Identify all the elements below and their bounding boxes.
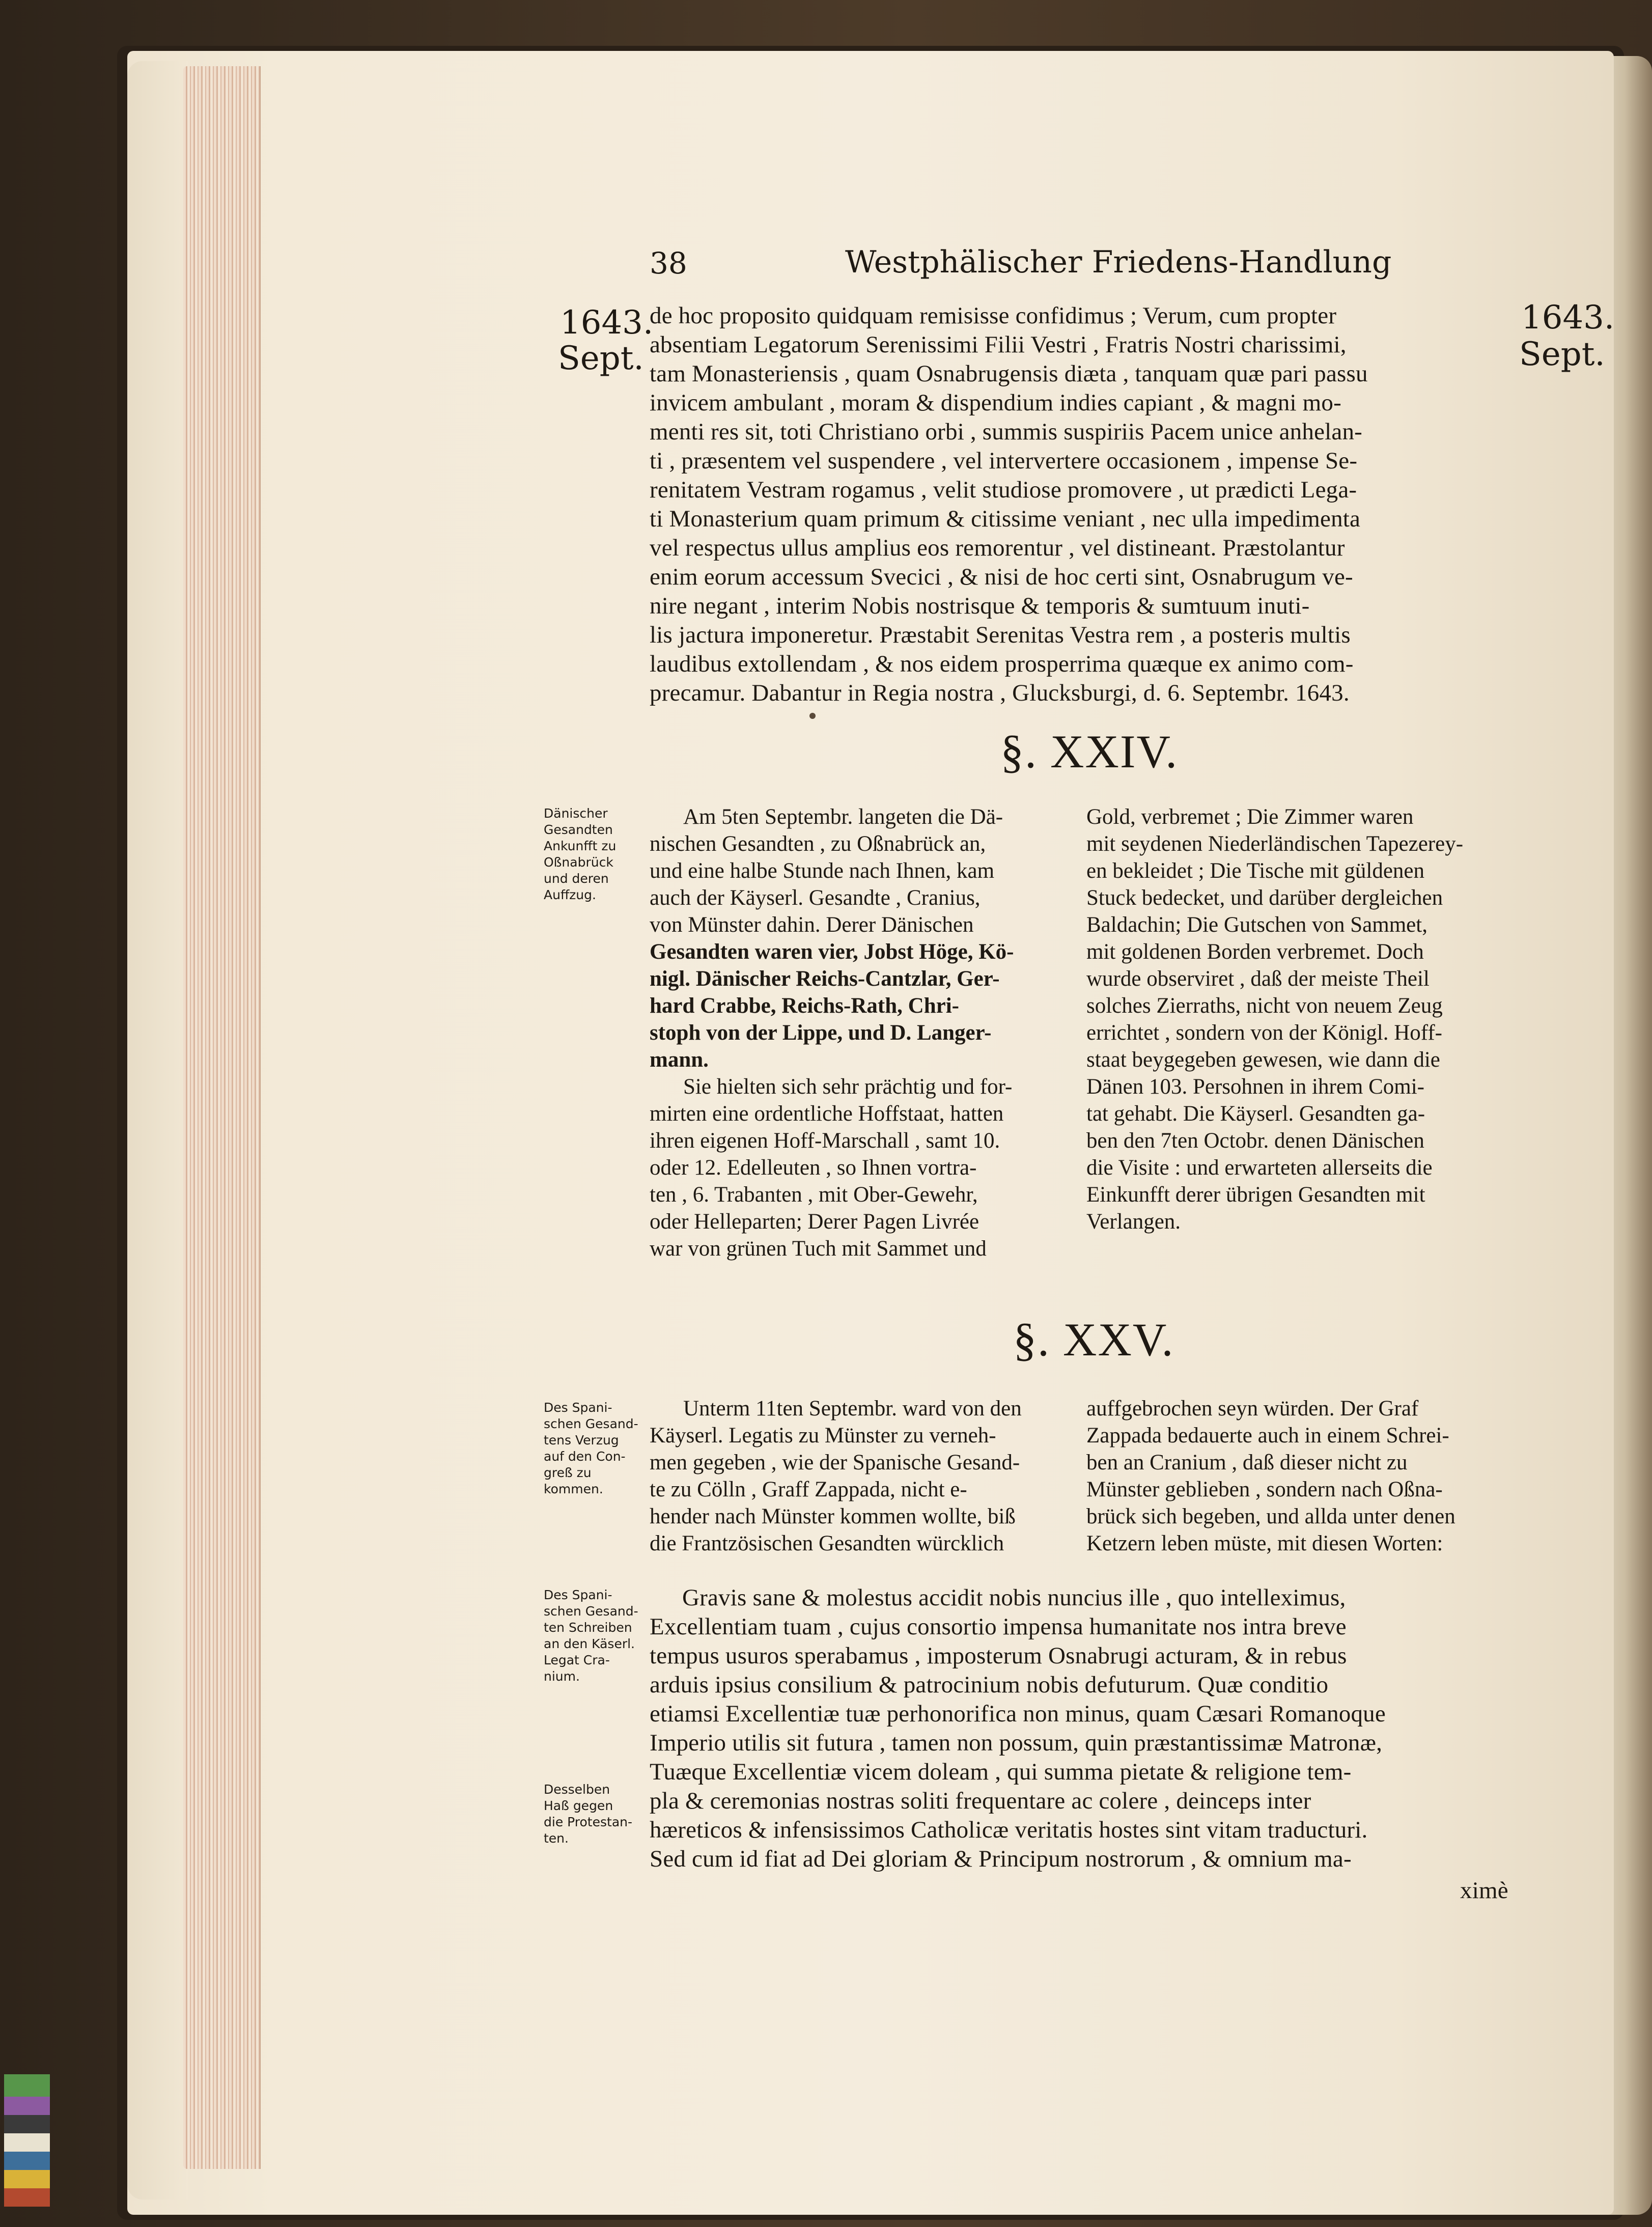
margin-note-line: an den Käserl.	[544, 1636, 635, 1651]
column-line: mirten eine ordentliche Hoffstaat, hatten	[650, 1102, 1004, 1126]
column-line: stoph von der Lippe, und D. Langer-	[650, 1021, 992, 1045]
column-line: ben an Cranium , daß dieser nicht zu	[1086, 1451, 1408, 1474]
section-heading-24: §. XXIV.	[1000, 726, 1179, 777]
quote-line: hæreticos & infensissimos Catholicæ veritatis hostes sint vitam traducturi.	[650, 1817, 1368, 1843]
column-line: auch der Käyserl. Gesandte , Cranius,	[650, 886, 981, 910]
column-line: mit goldenen Borden verbremet. Doch	[1086, 940, 1424, 964]
column-line: Dänen 103. Persohnen in ihrem Comi-	[1086, 1075, 1425, 1099]
column-line: Einkunfft derer übrigen Gesandten mit	[1086, 1183, 1425, 1207]
column-line: solches Zierraths, nicht von neuem Zeug	[1086, 994, 1443, 1018]
margin-note-line: greß zu	[544, 1465, 592, 1480]
column-line: von Münster dahin. Derer Dänischen	[650, 913, 974, 937]
column-line: Zappada bedauerte auch in einem Schrei-	[1086, 1424, 1449, 1447]
margin-month-right: Sept.	[1519, 336, 1605, 373]
margin-note-line: Haß gegen	[544, 1798, 613, 1813]
margin-note-line: tens Verzug	[544, 1433, 619, 1447]
column-line: Gesandten waren vier, Jobst Höge, Kö-	[650, 940, 1014, 964]
column-line: ten , 6. Trabanten , mit Ober-Gewehr,	[650, 1183, 978, 1207]
latin-line: tam Monasteriensis , quam Osnabrugensis diæta , tanquam quæ pari passu	[650, 360, 1368, 387]
quote-line: Excellentiam tuam , cujus consortio impensa humanitate nos intra breve	[650, 1613, 1347, 1640]
column-line: Ketzern leben müste, mit diesen Worten:	[1086, 1532, 1443, 1555]
column-line: Unterm 11ten Septembr. ward von den	[683, 1397, 1022, 1421]
column-line: Käyserl. Legatis zu Münster zu verneh-	[650, 1424, 996, 1447]
column-line: hender nach Münster kommen wollte, biß	[650, 1505, 1016, 1528]
quote-line: etiamsi Excellentiæ tuæ perhonorifica non minus, quam Cæsari Romanoque	[650, 1701, 1386, 1727]
column-line: Stuck bedecket, und darüber dergleichen	[1086, 886, 1443, 910]
column-line: die Visite : und erwarteten allerseits die	[1086, 1156, 1433, 1180]
column-line: Baldachin; Die Gutschen von Sammet,	[1086, 913, 1427, 937]
margin-note-line: Auffzug.	[544, 887, 596, 902]
latin-line: absentiam Legatorum Serenissimi Filii Vestri , Fratris Nostri charissimi,	[650, 331, 1347, 358]
column-line: die Frantzösischen Gesandten würcklich	[650, 1532, 1004, 1555]
margin-note-line: Desselben	[544, 1782, 610, 1797]
color-calibration-card	[4, 2074, 50, 2207]
column-line: nigl. Dänischer Reichs-Cantzlar, Ger-	[650, 967, 1000, 991]
margin-note-line: ten.	[544, 1831, 569, 1846]
column-line: auffgebrochen seyn würden. Der Graf	[1086, 1397, 1419, 1421]
quote-line: Gravis sane & molestus accidit nobis nuncius ille , quo intelleximus,	[682, 1584, 1346, 1611]
latin-line: ti , præsentem vel suspendere , vel intervertere occasionem , impense Se-	[650, 448, 1358, 474]
quote-line: pla & ceremonias nostras soliti frequentare ac colere , deinceps inter	[650, 1788, 1311, 1814]
column-line: en bekleidet ; Die Tische mit güldenen	[1086, 859, 1425, 883]
column-line: oder 12. Edelleuten , so Ihnen vortra-	[650, 1156, 977, 1180]
margin-note-line: Legat Cra-	[544, 1653, 610, 1667]
column-line: men gegeben , wie der Spanische Gesand-	[650, 1451, 1020, 1474]
column-line: mann.	[650, 1048, 709, 1072]
column-line: Münster geblieben , sondern nach Oßna-	[1086, 1478, 1443, 1501]
quote-line: Sed cum id fiat ad Dei gloriam & Principum nostrorum , & omnium ma-	[650, 1846, 1352, 1872]
column-line: Sie hielten sich sehr prächtig und for-	[683, 1075, 1013, 1099]
column-line: brück sich begeben, und allda unter denen	[1086, 1505, 1455, 1528]
catchword: ximè	[1460, 1877, 1508, 1904]
latin-line: menti res sit, toti Christiano orbi , summis suspiriis Pacem unice anhelan-	[650, 419, 1363, 445]
margin-note-line: die Protestan-	[544, 1815, 632, 1829]
margin-note-line: Gesandten	[544, 822, 613, 837]
ink-dot	[809, 713, 816, 719]
latin-line: lis jactura imponeretur. Præstabit Serenitas Vestra rem , a posteris multis	[650, 622, 1351, 648]
running-title: Westphälischer Friedens-Handlung	[845, 244, 1392, 280]
latin-line: vel respectus ullus amplius eos remorentur , vel distineant. Præstolantur	[650, 535, 1345, 561]
margin-month-left: Sept.	[558, 340, 644, 377]
column-line: nischen Gesandten , zu Oßnabrück an,	[650, 832, 986, 856]
latin-line: renitatem Vestram rogamus , velit studiose promovere , ut prædicti Lega-	[650, 477, 1357, 503]
column-line: und eine halbe Stunde nach Ihnen, kam	[650, 859, 995, 883]
column-line: Gold, verbremet ; Die Zimmer waren	[1086, 805, 1414, 829]
latin-line: enim eorum accessum Svecici , & nisi de hoc certi sint, Osnabrugum ve-	[650, 564, 1353, 590]
column-line: mit seydenen Niederländischen Tapezerey-	[1086, 832, 1464, 856]
column-line: ben den 7ten Octobr. denen Dänischen	[1086, 1129, 1424, 1153]
latin-line: precamur. Dabantur in Regia nostra , Glucksburgi, d. 6. Septembr. 1643.	[650, 680, 1350, 706]
column-line: oder Helleparten; Derer Pagen Livrée	[650, 1210, 979, 1234]
column-line: ihren eigenen Hoff-Marschall , samt 10.	[650, 1129, 1000, 1153]
column-line: te zu Cölln , Graff Zappada, nicht e-	[650, 1478, 967, 1501]
margin-note-line: und deren	[544, 871, 609, 886]
section-heading-25: §. XXV.	[1013, 1314, 1174, 1366]
quote-line: Tuæque Excellentiæ vicem doleam , qui summa pietate & religione tem-	[650, 1759, 1352, 1785]
column-line: Am 5ten Septembr. langeten die Dä-	[683, 805, 1003, 829]
margin-note-line: Ankunfft zu	[544, 839, 617, 853]
margin-note-line: auf den Con-	[544, 1449, 626, 1464]
margin-note-line: Des Spani-	[544, 1400, 612, 1415]
column-line: war von grünen Tuch mit Sammet und	[650, 1237, 987, 1261]
latin-line: laudibus extollendam , & nos eidem prosperrima quæque ex animo com-	[650, 651, 1354, 677]
margin-note-line: Oßnabrück	[544, 855, 613, 870]
margin-year-left: 1643.	[560, 304, 654, 342]
latin-line: ti Monasterium quam primum & citissime veniant , nec ulla impedimenta	[650, 506, 1361, 532]
margin-note-line: Dänischer	[544, 806, 608, 821]
margin-note-line: nium.	[544, 1669, 580, 1684]
column-line: staat beygegeben gewesen, wie dann die	[1086, 1048, 1440, 1072]
margin-note-line: Des Spani-	[544, 1588, 612, 1602]
column-line: tat gehabt. Die Käyserl. Gesandten ga-	[1086, 1102, 1425, 1126]
column-line: wurde observiret , daß der meiste Theil	[1086, 967, 1430, 991]
latin-line: invicem ambulant , moram & dispendium indies capiant , & magni mo-	[650, 389, 1341, 416]
margin-note-line: schen Gesand-	[544, 1604, 638, 1619]
latin-line: de hoc proposito quidquam remisisse confidimus ; Verum, cum propter	[650, 302, 1337, 329]
page-number: 38	[650, 246, 687, 281]
page-fold	[127, 61, 188, 2200]
column-line: Verlangen.	[1086, 1210, 1181, 1234]
text-block-edge	[183, 66, 261, 2169]
margin-year-right: 1643.	[1521, 299, 1615, 337]
column-line: hard Crabbe, Reichs-Rath, Chri-	[650, 994, 959, 1018]
column-line: errichtet , sondern von der Königl. Hoff-	[1086, 1021, 1442, 1045]
quote-line: arduis ipsius consilium & patrocinium nobis defuturum. Quæ conditio	[650, 1672, 1329, 1698]
quote-line: tempus usuros sperabamus , imposterum Osnabrugi acturam, & in rebus	[650, 1643, 1347, 1669]
margin-note-line: schen Gesand-	[544, 1416, 638, 1431]
margin-note-line: ten Schreiben	[544, 1620, 632, 1635]
quote-line: Imperio utilis sit futura , tamen non possum, quin præstantissimæ Matronæ,	[650, 1730, 1383, 1756]
margin-note-line: kommen.	[544, 1482, 603, 1496]
latin-line: nire negant , interim Nobis nostrisque & temporis & sumtuum inuti-	[650, 593, 1310, 619]
